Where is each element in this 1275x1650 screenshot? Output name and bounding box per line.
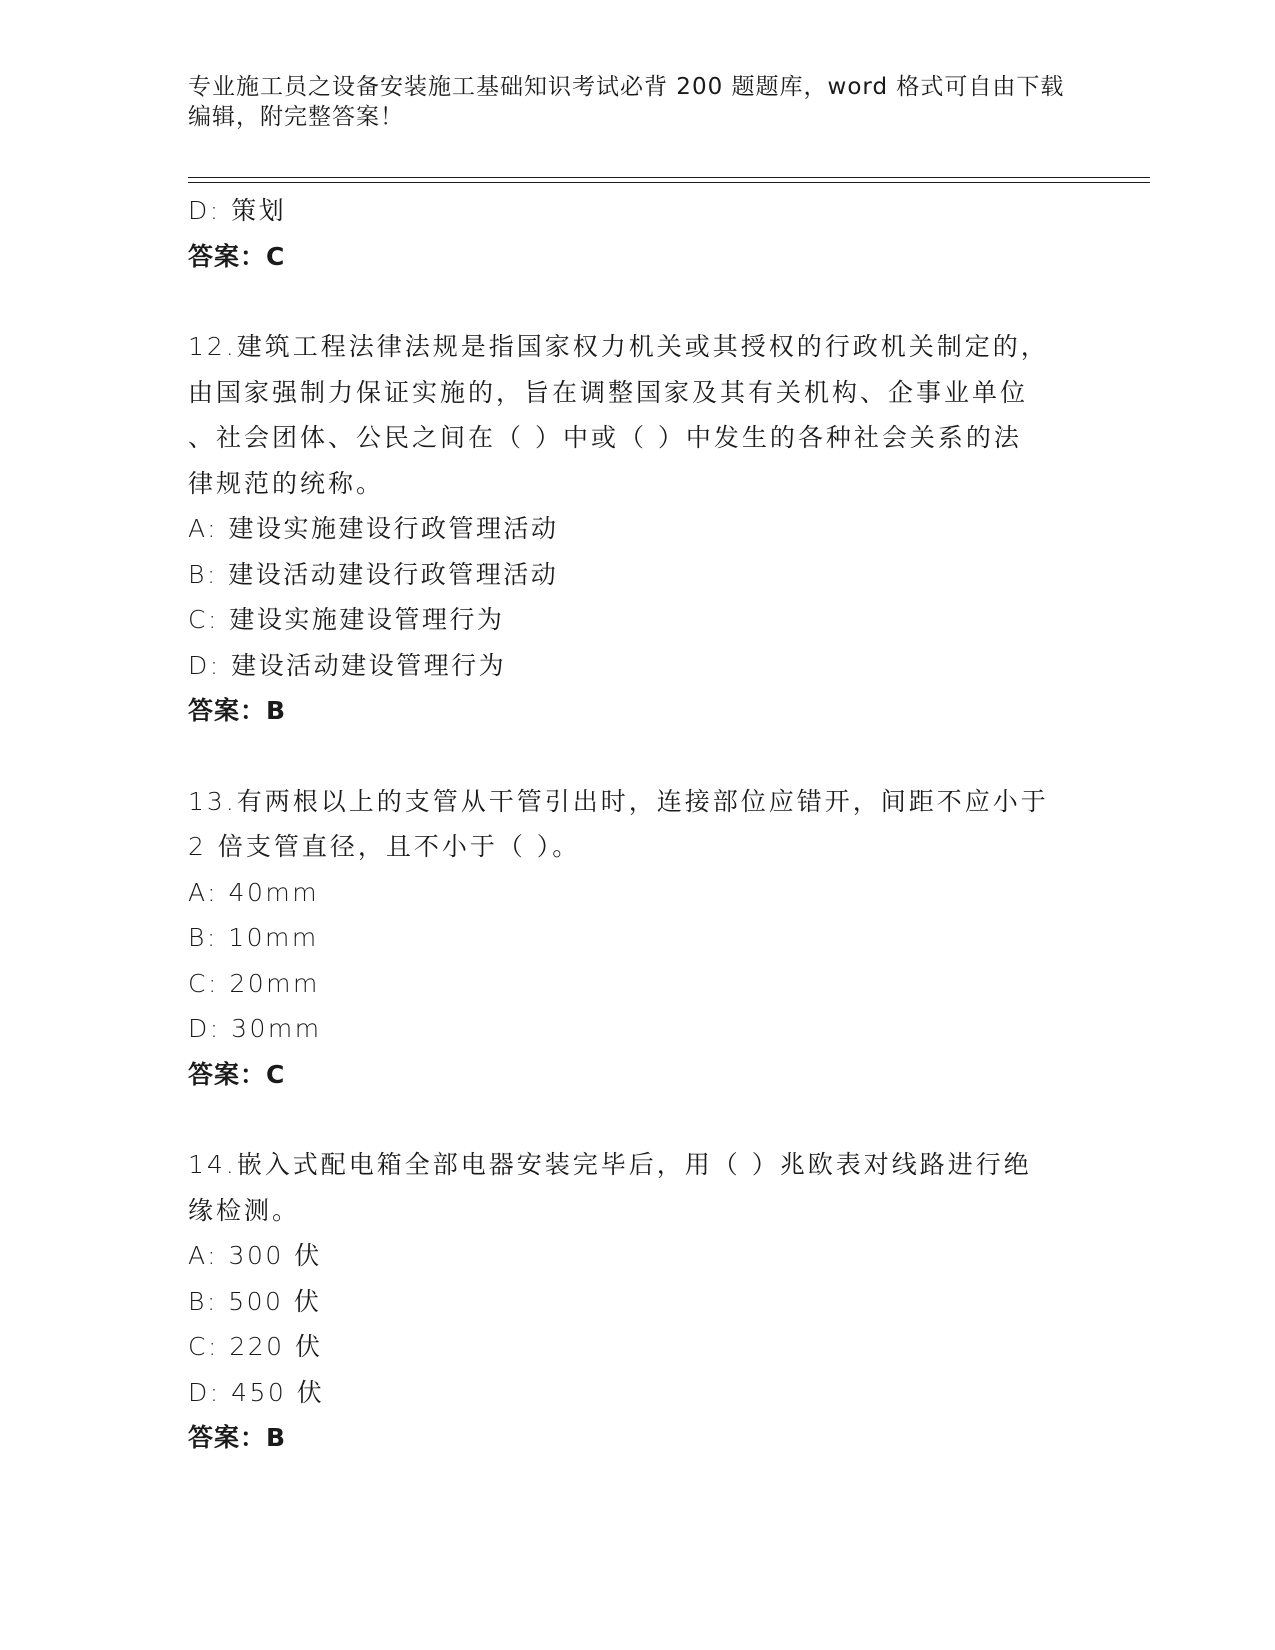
question-13 bbox=[188, 779, 1088, 1098]
document-body bbox=[188, 188, 1088, 1461]
stem-line: 14.嵌入式配电箱全部电器安装完毕后，用（ ）兆欧表对线路进行绝 bbox=[188, 1150, 1032, 1179]
option-d: D: 450 伏 bbox=[188, 1377, 325, 1407]
option-a: A: 40mm bbox=[188, 877, 320, 907]
stem-line: 13.有两根以上的支管从干管引出时，连接部位应错开，间距不应小于 bbox=[188, 786, 1049, 816]
option-c: C: 220 伏 bbox=[188, 1332, 323, 1361]
header-divider-top bbox=[188, 177, 1150, 178]
spacer bbox=[188, 734, 1088, 779]
stem-line: 、社会团体、公民之间在（ ）中或（ ）中发生的各种社会关系的法 bbox=[188, 423, 1022, 452]
option-d: D: 建设活动建设管理行为 bbox=[188, 650, 507, 680]
answer-line: 答案：C bbox=[188, 1059, 286, 1089]
option-a: A: 300 伏 bbox=[188, 1241, 322, 1270]
option-a: A: 建设实施建设行政管理活动 bbox=[188, 514, 559, 543]
stem-line: 12.建筑工程法律法规是指国家权力机关或其授权的行政机关制定的， bbox=[188, 332, 1049, 361]
question-stem bbox=[188, 324, 1068, 506]
header-line-2: 编辑，附完整答案！ bbox=[188, 104, 404, 130]
question-14 bbox=[188, 1142, 1088, 1461]
option-c: C: 20mm bbox=[188, 968, 320, 998]
option-b: B: 500 伏 bbox=[188, 1286, 322, 1316]
document-header bbox=[188, 72, 1068, 132]
option-d: D: 策划 bbox=[188, 196, 287, 225]
spacer bbox=[188, 279, 1088, 324]
option-b: B: 建设活动建设行政管理活动 bbox=[188, 559, 559, 589]
question-stem bbox=[188, 779, 1068, 870]
question-12 bbox=[188, 324, 1088, 734]
option-b: B: 10mm bbox=[188, 923, 319, 952]
option-c: C: 建设实施建设管理行为 bbox=[188, 605, 505, 634]
question-11-tail bbox=[188, 188, 1088, 279]
question-stem bbox=[188, 1142, 1068, 1233]
stem-line: 律规范的统称。 bbox=[188, 468, 385, 498]
answer-line: 答案：B bbox=[188, 1423, 287, 1452]
spacer bbox=[188, 1097, 1088, 1142]
header-line-1: 专业施工员之设备安装施工基础知识考试必背 200 题题库，word 格式可自由下载 bbox=[188, 74, 1065, 100]
stem-line: 2 倍支管直径，且不小于（ ）。 bbox=[188, 832, 581, 861]
answer-line: 答案：B bbox=[188, 696, 287, 725]
answer-line: 答案：C bbox=[188, 241, 286, 271]
stem-line: 由国家强制力保证实施的，旨在调整国家及其有关机构、企事业单位 bbox=[188, 377, 1029, 407]
option-d: D: 30mm bbox=[188, 1014, 322, 1043]
header-divider-bottom bbox=[188, 182, 1150, 183]
stem-line: 缘检测。 bbox=[188, 1195, 301, 1225]
